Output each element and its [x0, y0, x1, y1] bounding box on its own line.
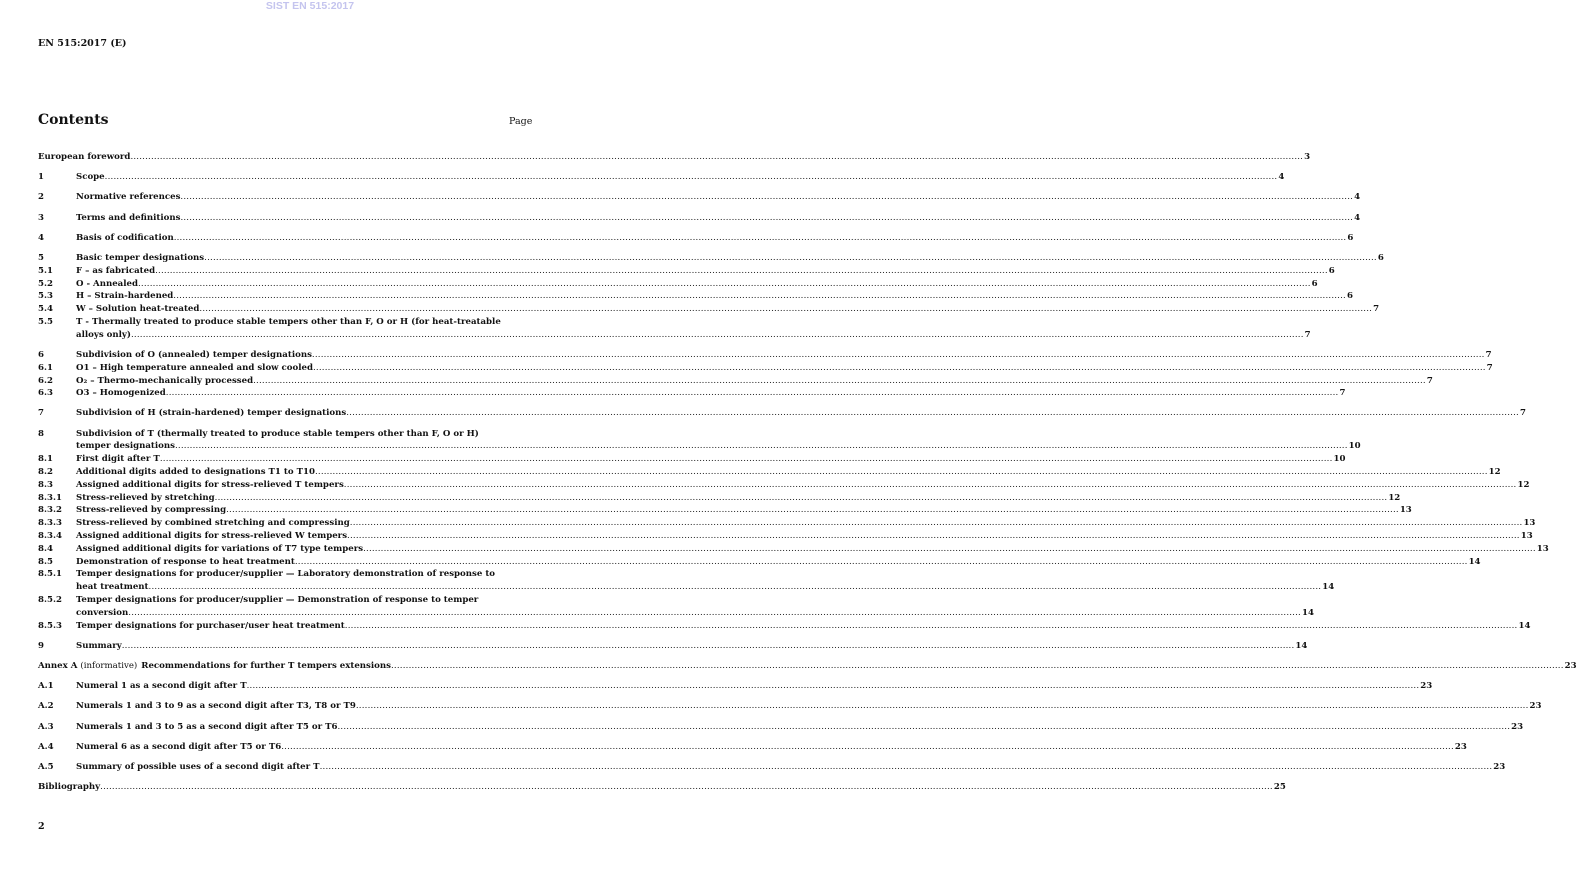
- toc-entry-title: O3 – Homogenized: [76, 388, 166, 399]
- toc-entry[interactable]: [38, 316, 1311, 342]
- toc-entry[interactable]: [38, 191, 1361, 204]
- toc-entry-page: 7: [1339, 388, 1346, 399]
- toc-entry[interactable]: [38, 680, 1433, 693]
- toc-entry-number: 8.1: [38, 454, 53, 465]
- toc-entry-page: 23: [1493, 761, 1506, 772]
- dot-leader: ................................................................................................................................................................................................................................................................................................................................................................................................................: [173, 291, 1346, 302]
- toc-entry-title: Stress-relieved by stretching: [76, 492, 215, 503]
- toc-entry-page: 12: [1488, 467, 1501, 478]
- dot-leader: ................................................................................................................................................................................................................................................................................................................................................................................................................: [314, 467, 1488, 478]
- toc-entry[interactable]: [38, 660, 1577, 673]
- toc-entry-page: 7: [1426, 375, 1433, 386]
- toc-entry[interactable]: [38, 530, 1533, 543]
- toc-entry-number: 7: [38, 408, 44, 419]
- watermark: SIST EN 515:2017: [265, 0, 355, 12]
- dot-leader: ................................................................................................................................................................................................................................................................................................................................................................................................................: [363, 543, 1536, 554]
- dot-leader: ................................................................................................................................................................................................................................................................................................................................................................................................................: [313, 362, 1486, 373]
- toc-entry-title: Assigned additional digits for stress-relieved W tempers: [76, 531, 348, 542]
- dot-leader: ................................................................................................................................................................................................................................................................................................................................................................................................................: [204, 252, 1377, 263]
- toc-entry[interactable]: [38, 428, 1361, 454]
- toc-entry-number: 1: [38, 172, 44, 183]
- toc-entry-page: 6: [1311, 278, 1318, 289]
- toc-entry-title: First digit after T: [76, 454, 160, 465]
- toc-entry[interactable]: [38, 453, 1346, 466]
- toc-entry-title: Demonstration of response to heat treatment: [76, 556, 295, 567]
- toc-entry-page: 6: [1328, 265, 1335, 276]
- toc-entry[interactable]: [38, 568, 1335, 594]
- toc-entry-page: 7: [1519, 408, 1526, 419]
- toc-entry-title: Stress-relieved by combined stretching and compressing: [76, 518, 350, 529]
- toc-entry[interactable]: [38, 620, 1531, 633]
- dot-leader: ................................................................................................................................................................................................................................................................................................................................................................................................................: [159, 454, 1333, 465]
- toc-entry-page: 10: [1333, 454, 1346, 465]
- toc-entry[interactable]: [38, 362, 1493, 375]
- toc-entry[interactable]: [38, 151, 1311, 164]
- toc-entry-number: A.3: [38, 721, 54, 732]
- toc-entry-title: Bibliography: [38, 782, 101, 793]
- toc-entry-page: 6: [1346, 291, 1353, 302]
- toc-entry-number: 5.3: [38, 291, 53, 302]
- toc-entry-page: 14: [1295, 640, 1308, 651]
- dot-leader: ................................................................................................................................................................................................................................................................................................................................................................................................................: [344, 620, 1518, 631]
- toc-entry[interactable]: [38, 741, 1467, 754]
- toc-entry[interactable]: [38, 492, 1401, 505]
- toc-entry-page: 23: [1420, 681, 1433, 692]
- toc-entry-title: Assigned additional digits for stress-relieved T tempers: [76, 479, 344, 490]
- toc-entry-title: O - Annealed: [76, 278, 138, 289]
- toc-entry-number: 6.3: [38, 388, 53, 399]
- table-of-contents: [38, 151, 1577, 794]
- toc-entry-number: A.4: [38, 741, 54, 752]
- toc-entry-number: 6.1: [38, 362, 53, 373]
- toc-entry-title: O1 – High temperature annealed and slow cooled: [76, 362, 313, 373]
- toc-entry[interactable]: [38, 543, 1549, 556]
- toc-entry[interactable]: [38, 640, 1308, 653]
- toc-entry-title: alloys only): [76, 329, 131, 340]
- toc-entry-title: Stress-relieved by compressing: [76, 505, 227, 516]
- toc-entry-title: Summary: [76, 640, 122, 651]
- dot-leader: ................................................................................................................................................................................................................................................................................................................................................................................................................: [214, 492, 1388, 503]
- dot-leader: ................................................................................................................................................................................................................................................................................................................................................................................................................: [137, 278, 1311, 289]
- toc-entry-number: 8.5.1: [38, 569, 62, 580]
- toc-entry[interactable]: [38, 375, 1433, 388]
- toc-entry[interactable]: [38, 252, 1384, 265]
- toc-entry[interactable]: [38, 761, 1506, 774]
- toc-entry-number: 9: [38, 640, 44, 651]
- toc-entry-number: 6.2: [38, 375, 53, 386]
- toc-entry-number: 8.3.3: [38, 518, 62, 529]
- toc-entry-page: 7: [1304, 329, 1311, 340]
- toc-entry-page: 3: [1304, 152, 1311, 162]
- toc-entry-number: 8.5.3: [38, 620, 62, 631]
- toc-entry-number: 8.3.4: [38, 531, 62, 542]
- toc-entry-title: heat treatment: [76, 582, 149, 593]
- toc-entry-number: 2: [38, 192, 44, 203]
- toc-entry-number: A.1: [38, 681, 54, 692]
- toc-entry-page: 6: [1377, 252, 1384, 263]
- toc-entry[interactable]: [38, 212, 1361, 225]
- toc-entry-number: 8: [38, 428, 44, 439]
- dot-leader: ................................................................................................................................................................................................................................................................................................................................................................................................................: [173, 232, 1347, 243]
- toc-entry-title: O₂ – Thermo-mechanically processed: [76, 375, 254, 386]
- toc-entry-number: 8.2: [38, 467, 53, 478]
- toc-entry-page: 7: [1485, 349, 1492, 360]
- dot-leader: ................................................................................................................................................................................................................................................................................................................................................................................................................: [128, 607, 1301, 618]
- dot-leader: ................................................................................................................................................................................................................................................................................................................................................................................................................: [343, 479, 1517, 490]
- toc-entry-title: Numerals 1 and 3 to 9 as a second digit after T3, T8 or T9: [76, 701, 356, 712]
- toc-entry-number: 8.5: [38, 556, 53, 567]
- toc-entry-title: Normative references: [76, 192, 181, 203]
- toc-entry-number: 8.5.2: [38, 595, 62, 606]
- toc-entry-number: 8.3: [38, 479, 53, 490]
- toc-entry-title: T - Thermally treated to produce stable tempers other than F, O or H (for heat-treatable: [76, 316, 501, 327]
- toc-entry[interactable]: [38, 171, 1285, 184]
- toc-entry[interactable]: [38, 517, 1536, 530]
- toc-entry-number: 8.3.2: [38, 505, 62, 516]
- toc-entry-title: European foreword: [38, 152, 131, 162]
- toc-entry-page: 4: [1354, 212, 1361, 223]
- toc-entry-number: 5.4: [38, 304, 53, 315]
- toc-entry-title: conversion: [76, 607, 129, 618]
- toc-entry-page: 14: [1518, 620, 1531, 631]
- toc-entry[interactable]: [38, 556, 1481, 569]
- toc-entry[interactable]: [38, 290, 1353, 303]
- toc-entry-title: Assigned additional digits for variations of T7 type tempers: [76, 543, 364, 554]
- dot-leader: ................................................................................................................................................................................................................................................................................................................................................................................................................: [390, 661, 1564, 671]
- toc-entry[interactable]: [38, 594, 1314, 620]
- toc-entry-title: Scope: [76, 172, 105, 183]
- annex-note: (informative): [80, 661, 138, 671]
- toc-entry-title: Terms and definitions: [76, 212, 181, 223]
- toc-entry-title: Summary of possible uses of a second digit after T: [76, 761, 320, 772]
- dot-leader: ................................................................................................................................................................................................................................................................................................................................................................................................................: [355, 701, 1529, 712]
- toc-entry-page: 4: [1278, 172, 1285, 183]
- dot-leader: ................................................................................................................................................................................................................................................................................................................................................................................................................: [199, 304, 1373, 315]
- dot-leader: ................................................................................................................................................................................................................................................................................................................................................................................................................: [180, 212, 1354, 223]
- toc-entry-title: Recommendations for further T tempers extensions: [141, 661, 391, 671]
- toc-entry-page: 13: [1523, 518, 1536, 529]
- toc-entry-number: 5.1: [38, 265, 53, 276]
- toc-entry-title: Basic temper designations: [76, 252, 205, 263]
- toc-entry-title: Temper designations for purchaser/user heat treatment: [76, 620, 345, 631]
- toc-entry-page: 12: [1388, 492, 1401, 503]
- toc-entry[interactable]: [38, 278, 1318, 291]
- toc-entry-title: H – Strain-hardened: [76, 291, 174, 302]
- toc-entry-number: 3: [38, 212, 44, 223]
- toc-entry-number: 5.2: [38, 278, 53, 289]
- toc-entry[interactable]: [38, 466, 1501, 479]
- dot-leader: ................................................................................................................................................................................................................................................................................................................................................................................................................: [148, 582, 1322, 593]
- toc-entry-title: temper designations: [76, 441, 175, 452]
- toc-entry-page: 14: [1468, 556, 1481, 567]
- dot-leader: ................................................................................................................................................................................................................................................................................................................................................................................................................: [294, 556, 1468, 567]
- toc-entry-title: Subdivision of H (strain-hardened) temper designations: [76, 408, 347, 419]
- toc-entry[interactable]: [38, 349, 1492, 362]
- toc-entry-number: 6: [38, 349, 44, 360]
- toc-entry[interactable]: [38, 504, 1412, 517]
- toc-entry-page: 14: [1301, 607, 1314, 618]
- toc-entry-page: 6: [1347, 232, 1354, 243]
- toc-entry-page: 7: [1373, 304, 1380, 315]
- page-title: Contents: [38, 112, 109, 128]
- toc-entry-number: 4: [38, 232, 44, 243]
- dot-leader: ................................................................................................................................................................................................................................................................................................................................................................................................................: [130, 152, 1304, 162]
- toc-entry-title: Numeral 1 as a second digit after T: [76, 681, 247, 692]
- toc-entry[interactable]: [38, 721, 1524, 734]
- toc-entry-number: 8.3.1: [38, 492, 62, 503]
- toc-entry-page: 4: [1354, 192, 1361, 203]
- dot-leader: ................................................................................................................................................................................................................................................................................................................................................................................................................: [174, 441, 1348, 452]
- document-header: EN 515:2017 (E): [38, 38, 127, 49]
- toc-entry-page: 25: [1273, 782, 1286, 793]
- toc-entry[interactable]: [38, 700, 1542, 713]
- toc-entry-page: 13: [1520, 531, 1533, 542]
- toc-entry-page: 12: [1517, 479, 1530, 490]
- toc-entry-number: 5: [38, 252, 44, 263]
- dot-leader: ................................................................................................................................................................................................................................................................................................................................................................................................................: [347, 531, 1520, 542]
- toc-entry-title: Subdivision of T (thermally treated to produce stable tempers other than F, O or H): [76, 428, 479, 439]
- page-number: 2: [38, 821, 45, 832]
- dot-leader: ................................................................................................................................................................................................................................................................................................................................................................................................................: [165, 388, 1339, 399]
- dot-leader: ................................................................................................................................................................................................................................................................................................................................................................................................................: [180, 192, 1354, 203]
- dot-leader: ................................................................................................................................................................................................................................................................................................................................................................................................................: [346, 408, 1519, 419]
- toc-entry-number: A.5: [38, 761, 54, 772]
- toc-entry-title: Numeral 6 as a second digit after T5 or T6: [76, 741, 282, 752]
- toc-entry-title: Temper designations for producer/supplier — Laboratory demonstration of response to: [76, 569, 496, 580]
- toc-entry-title: W – Solution heat-treated: [76, 304, 200, 315]
- toc-entry[interactable]: [38, 303, 1380, 316]
- toc-entry[interactable]: [38, 479, 1530, 492]
- toc-entry-page: 23: [1511, 721, 1524, 732]
- toc-entry-number: A.2: [38, 701, 54, 712]
- dot-leader: ................................................................................................................................................................................................................................................................................................................................................................................................................: [349, 518, 1523, 529]
- dot-leader: ................................................................................................................................................................................................................................................................................................................................................................................................................: [246, 681, 1420, 692]
- dot-leader: ................................................................................................................................................................................................................................................................................................................................................................................................................: [130, 329, 1304, 340]
- toc-entry-page: 7: [1486, 362, 1493, 373]
- toc-entry-page: 13: [1536, 543, 1549, 554]
- dot-leader: ................................................................................................................................................................................................................................................................................................................................................................................................................: [319, 761, 1493, 772]
- toc-entry-page: 10: [1348, 441, 1361, 452]
- annex-label: Annex A: [38, 661, 78, 671]
- page-column-label: Page: [509, 116, 533, 127]
- dot-leader: ................................................................................................................................................................................................................................................................................................................................................................................................................: [104, 172, 1278, 183]
- dot-leader: ................................................................................................................................................................................................................................................................................................................................................................................................................: [100, 782, 1273, 793]
- toc-entry-number: 5.5: [38, 316, 53, 327]
- toc-entry-page: 23: [1564, 661, 1577, 671]
- dot-leader: ................................................................................................................................................................................................................................................................................................................................................................................................................: [226, 505, 1399, 516]
- toc-entry[interactable]: [38, 407, 1526, 420]
- toc-entry-page: 14: [1322, 582, 1335, 593]
- dot-leader: ................................................................................................................................................................................................................................................................................................................................................................................................................: [253, 375, 1426, 386]
- toc-entry-title: Temper designations for producer/supplier — Demonstration of response to temper: [76, 595, 479, 606]
- toc-entry-page: 23: [1454, 741, 1467, 752]
- dot-leader: ................................................................................................................................................................................................................................................................................................................................................................................................................: [155, 265, 1328, 276]
- toc-entry-title: Additional digits added to designations T1 to T10: [76, 467, 315, 478]
- toc-entry[interactable]: [38, 232, 1354, 245]
- toc-entry-title: F – as fabricated: [76, 265, 156, 276]
- toc-entry-page: 23: [1529, 701, 1542, 712]
- toc-entry[interactable]: [38, 781, 1286, 794]
- dot-leader: ................................................................................................................................................................................................................................................................................................................................................................................................................: [337, 721, 1511, 732]
- toc-entry-title: Basis of codification: [76, 232, 174, 243]
- dot-leader: ................................................................................................................................................................................................................................................................................................................................................................................................................: [281, 741, 1454, 752]
- toc-entry-page: 13: [1399, 505, 1412, 516]
- dot-leader: ................................................................................................................................................................................................................................................................................................................................................................................................................: [311, 349, 1485, 360]
- toc-entry[interactable]: [38, 265, 1335, 278]
- toc-entry-title: Numerals 1 and 3 to 5 as a second digit after T5 or T6: [76, 721, 338, 732]
- toc-entry-number: 8.4: [38, 543, 53, 554]
- dot-leader: ................................................................................................................................................................................................................................................................................................................................................................................................................: [121, 640, 1295, 651]
- toc-entry[interactable]: [38, 387, 1346, 400]
- toc-entry-title: Subdivision of O (annealed) temper designations: [76, 349, 312, 360]
